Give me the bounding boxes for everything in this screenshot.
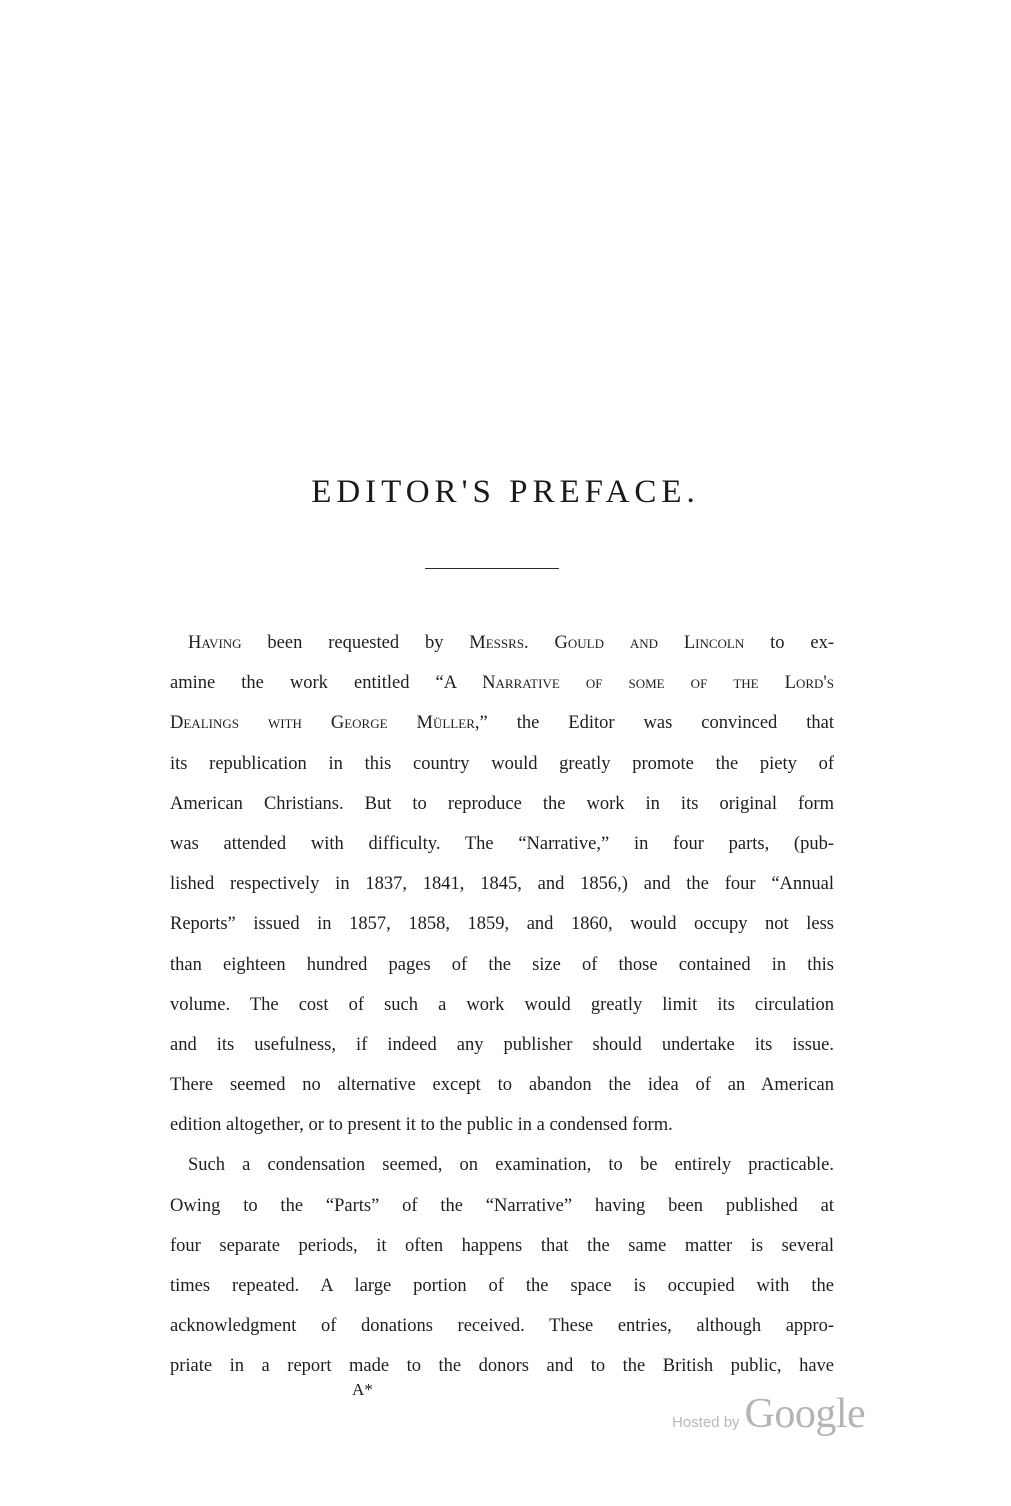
paragraph-1-line-6: was attended with difficulty. The “Narrative,” in four parts, (pub- <box>170 833 834 854</box>
paragraph-1-line-1 <box>170 623 834 663</box>
paragraph-2-line-4: times repeated. A large portion of the space is occupied with the <box>170 1276 834 1296</box>
paragraph-1-line-8: Reports” issued in 1857, 1858, 1859, and 1860, would occupy not less <box>170 914 834 935</box>
title-rule <box>425 568 559 569</box>
paragraph-1-line-3 <box>170 703 834 743</box>
hosted-by-label: Hosted by <box>672 1414 740 1431</box>
google-logo: Google <box>744 1391 866 1437</box>
preface-body <box>170 623 834 1387</box>
paragraph-1-line-10: volume. The cost of such a work would greatly limit its circulation <box>170 994 834 1015</box>
line-text: amine the work entitled “ <box>170 673 444 694</box>
paragraph-2-line-6: priate in a report made to the donors and to the British public, have <box>170 1356 834 1377</box>
hosted-by-watermark <box>672 1390 865 1440</box>
paragraph-1-line-9: than eighteen hundred pages of the size of those contained in this <box>170 954 834 975</box>
drop-word: Having <box>188 633 242 653</box>
paragraph-1-line-12: There seemed no alternative except to abandon the idea of an American <box>170 1075 834 1096</box>
paragraph-1-line-11: and its usefulness, if indeed any publisher should undertake its issue. <box>170 1034 834 1055</box>
paragraph-1-line-5: American Christians. But to reproduce the work in its original form <box>170 793 834 814</box>
book-title: Dealings with George Müller, <box>170 713 480 734</box>
paragraph-1-line-13: edition altogether, or to present it to the public in a condensed form. <box>170 1115 673 1136</box>
paragraph-2-line-5: acknowledgment of donations received. These entries, although appro- <box>170 1316 834 1337</box>
paragraph-1-line-7: lished respectively in 1837, 1841, 1845, and 1856,) and the four “Annual <box>170 874 834 895</box>
signature-mark: A* <box>352 1380 373 1399</box>
paragraph-1-line-4: its republication in this country would greatly promote the piety of <box>170 753 834 774</box>
paragraph-2-line-1: Such a condensation seemed, on examination, to be entirely practicable. <box>188 1155 834 1176</box>
page-title: EDITOR'S PREFACE. <box>311 474 700 510</box>
book-title: A Narrative of some of the Lord's <box>443 673 834 694</box>
line-text: to ex- <box>744 633 834 653</box>
paragraph-2-line-2: Owing to the “Parts” of the “Narrative” having been published at <box>170 1195 834 1216</box>
paragraph-2-line-3: four separate periods, it often happens that the same matter is several <box>170 1235 834 1256</box>
line-text: ” the Editor was convinced that <box>479 713 835 734</box>
publisher-name: Messrs. Gould and Lincoln <box>469 633 745 653</box>
line-text: been requested by <box>241 633 470 653</box>
paragraph-1-line-2 <box>170 663 834 703</box>
